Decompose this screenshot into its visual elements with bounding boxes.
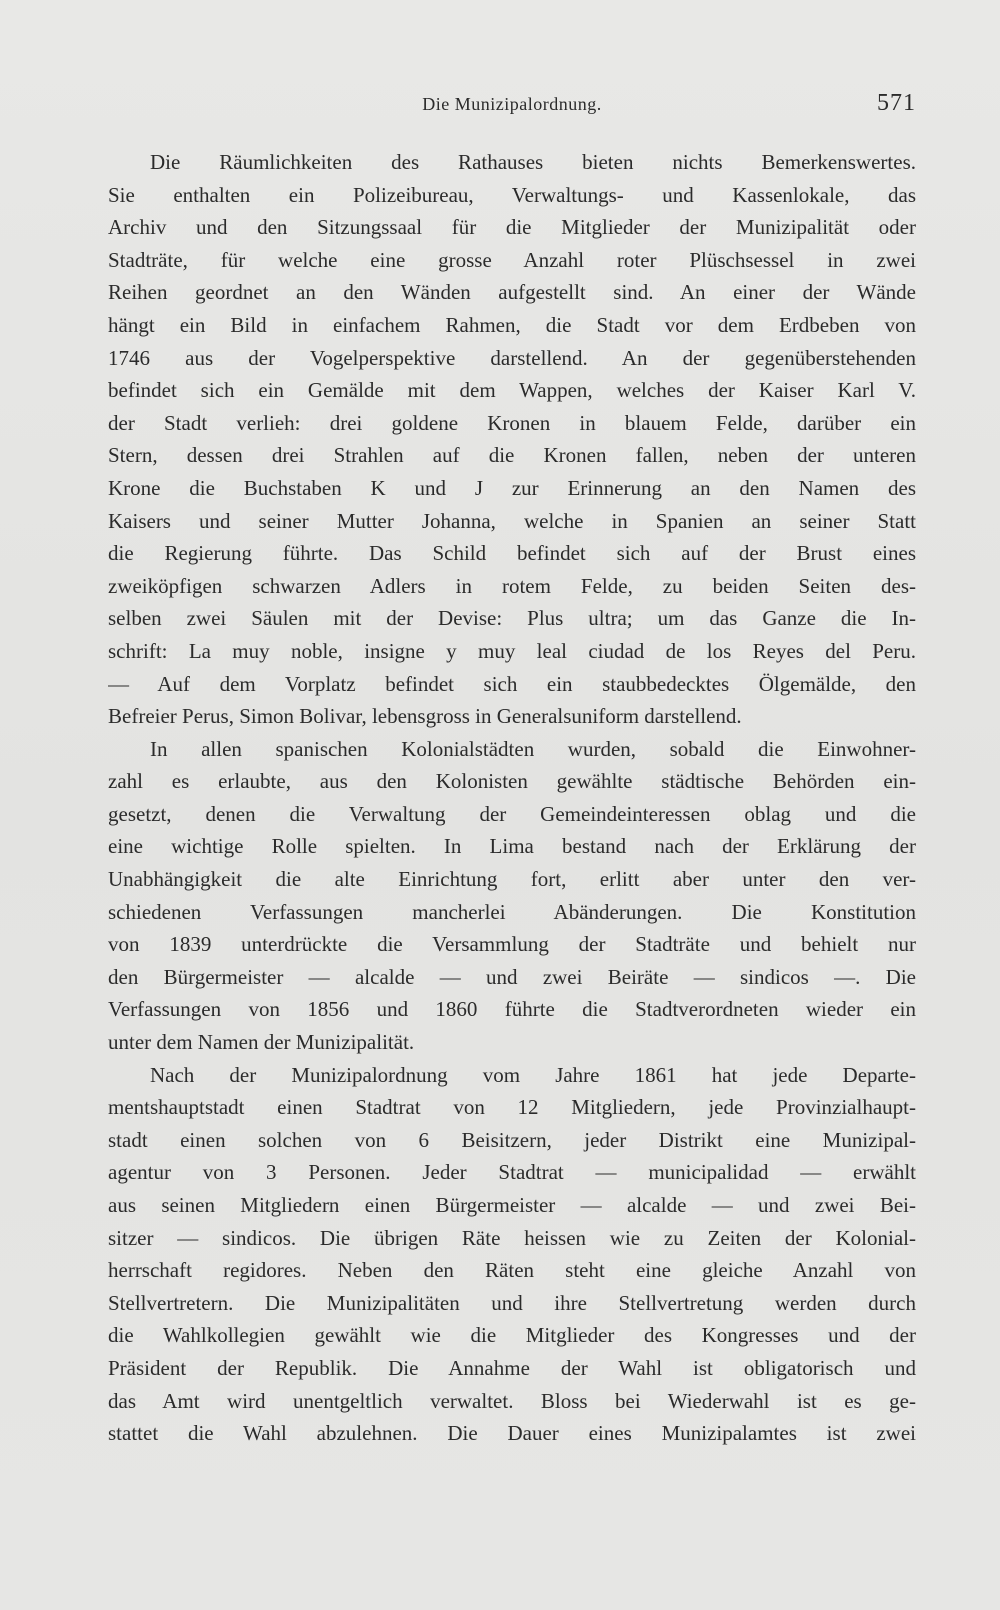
page-number: 571 bbox=[877, 90, 916, 116]
text-line: das Amt wird unentgeltlich verwaltet. Bloss bei Wiederwahl ist es ge- bbox=[108, 1388, 916, 1413]
text-line: herrschaft regidores. Neben den Räten steht eine gleiche Anzahl von bbox=[108, 1258, 916, 1283]
text-line: aus seinen Mitgliedern einen Bürgermeister — alcalde — und zwei Bei- bbox=[108, 1193, 916, 1217]
text-line: zahl es erlaubte, aus den Kolonisten gewählte städtische Behörden ein- bbox=[108, 769, 916, 794]
text-line: Verfassungen von 1856 und 1860 führte die Stadtverordneten wieder ein bbox=[108, 997, 916, 1022]
text-line: den Bürgermeister — alcalde — und zwei Beiräte — sindicos —. Die bbox=[108, 964, 916, 989]
text-line: Unabhängigkeit die alte Einrichtung fort, erlitt aber unter den ver- bbox=[108, 867, 916, 892]
text-line: die Regierung führte. Das Schild befindet sich auf der Brust eines bbox=[108, 541, 916, 566]
text-line: hängt ein Bild in einfachem Rahmen, die Stadt vor dem Erdbeben von bbox=[108, 312, 916, 337]
text-line: die Wahlkollegien gewählt wie die Mitglieder des Kongresses und der bbox=[108, 1323, 916, 1348]
text-line: stattet die Wahl abzulehnen. Die Dauer eines Munizipalamtes ist zwei bbox=[108, 1421, 916, 1446]
text-line: Die Räumlichkeiten des Rathauses bieten nichts Bemerkenswertes. bbox=[150, 150, 916, 174]
text-line: Sie enthalten ein Polizeibureau, Verwaltungs- und Kassenlokale, das bbox=[108, 182, 916, 207]
text-line: Befreier Perus, Simon Bolivar, lebensgross in Generalsuniform darstellend. bbox=[108, 704, 742, 729]
text-line: sitzer — sindicos. Die übrigen Räte heissen wie zu Zeiten der Kolonial- bbox=[108, 1225, 916, 1250]
text-line: Präsident der Republik. Die Annahme der Wahl ist obligatorisch und bbox=[108, 1355, 916, 1380]
text-line: Krone die Buchstaben K und J zur Erinnerung an den Namen des bbox=[108, 475, 916, 500]
text-line: 1746 aus der Vogelperspektive darstellend. An der gegenüberstehenden bbox=[108, 345, 916, 370]
text-line: agentur von 3 Personen. Jeder Stadtrat — municipalidad — erwählt bbox=[108, 1160, 916, 1185]
text-line: Stadträte, für welche eine grosse Anzahl roter Plüschsessel in zwei bbox=[108, 247, 916, 272]
text-line: eine wichtige Rolle spielten. In Lima bestand nach der Erklärung der bbox=[108, 834, 916, 859]
text-line: stadt einen solchen von 6 Beisitzern, jeder Distrikt eine Munizipal- bbox=[108, 1127, 916, 1152]
text-line: der Stadt verlieh: drei goldene Kronen in blauem Felde, darüber ein bbox=[108, 410, 916, 435]
text-line: Nach der Munizipalordnung vom Jahre 1861 hat jede Departe- bbox=[150, 1062, 916, 1087]
text-line: schrift: La muy noble, insigne y muy leal ciudad de los Reyes del Peru. bbox=[108, 638, 916, 663]
text-line: Kaisers und seiner Mutter Johanna, welche in Spanien an seiner Statt bbox=[108, 508, 916, 533]
text-line: von 1839 unterdrückte die Versammlung der Stadträte und behielt nur bbox=[108, 932, 916, 957]
text-line: schiedenen Verfassungen mancherlei Abänderungen. Die Konstitution bbox=[108, 899, 916, 924]
text-line: mentshauptstadt einen Stadtrat von 12 Mitgliedern, jede Provinzialhaupt- bbox=[108, 1095, 916, 1120]
text-line: Stellvertretern. Die Munizipalitäten und ihre Stellvertretung werden durch bbox=[108, 1290, 916, 1315]
text-line: — Auf dem Vorplatz befindet sich ein staubbedecktes Ölgemälde, den bbox=[108, 671, 916, 696]
text-line: selben zwei Säulen mit der Devise: Plus ultra; um das Ganze die In- bbox=[108, 606, 916, 631]
text-line: Reihen geordnet an den Wänden aufgestellt sind. An einer der Wände bbox=[108, 280, 916, 305]
text-line: zweiköpfigen schwarzen Adlers in rotem Felde, zu beiden Seiten des- bbox=[108, 573, 916, 598]
running-head-title: Die Munizipalordnung. bbox=[422, 94, 602, 114]
text-line: Stern, dessen drei Strahlen auf die Kronen fallen, neben der unteren bbox=[108, 443, 916, 468]
text-line: Archiv und den Sitzungssaal für die Mitglieder der Munizipalität oder bbox=[108, 215, 916, 240]
body-text bbox=[108, 146, 916, 1450]
text-line: befindet sich ein Gemälde mit dem Wappen, welches der Kaiser Karl V. bbox=[108, 378, 916, 403]
text-line: unter dem Namen der Munizipalität. bbox=[108, 1030, 415, 1055]
text-line: gesetzt, denen die Verwaltung der Gemeindeinteressen oblag und die bbox=[108, 801, 916, 826]
running-head bbox=[108, 90, 916, 120]
text-line: In allen spanischen Kolonialstädten wurden, sobald die Einwohner- bbox=[150, 736, 916, 761]
